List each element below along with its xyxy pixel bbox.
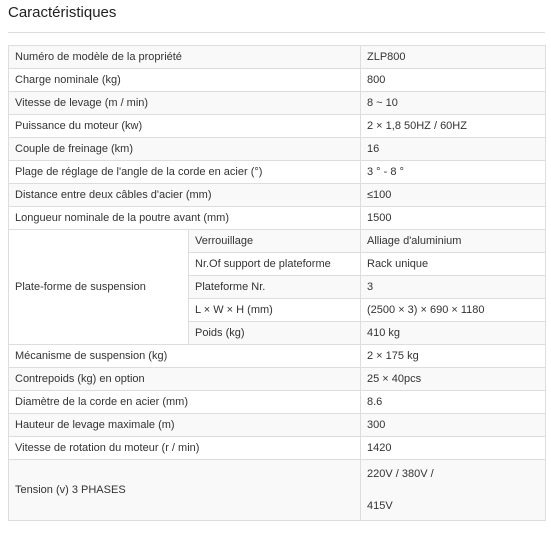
spec-label: Vitesse de levage (m / min) bbox=[9, 92, 361, 115]
table-row bbox=[9, 184, 546, 207]
spec-value-voltage bbox=[361, 460, 546, 521]
spec-value: ZLP800 bbox=[361, 46, 546, 69]
spec-value: 8 ~ 10 bbox=[361, 92, 546, 115]
spec-value: 410 kg bbox=[361, 322, 546, 345]
spec-sublabel: Poids (kg) bbox=[189, 322, 361, 345]
spec-label: Vitesse de rotation du moteur (r / min) bbox=[9, 437, 361, 460]
table-row bbox=[9, 230, 546, 253]
spec-label: Numéro de modèle de la propriété bbox=[9, 46, 361, 69]
spec-value: 2 × 1,8 50HZ / 60HZ bbox=[361, 115, 546, 138]
group-label-platform: Plate-forme de suspension bbox=[9, 230, 189, 345]
voltage-line-gap bbox=[367, 481, 539, 499]
table-row bbox=[9, 207, 546, 230]
spec-value: 3 bbox=[361, 276, 546, 299]
table-row bbox=[9, 115, 546, 138]
spec-label: Puissance du moteur (kw) bbox=[9, 115, 361, 138]
spec-value: 1420 bbox=[361, 437, 546, 460]
spec-sublabel: Plateforme Nr. bbox=[189, 276, 361, 299]
spec-label: Hauteur de levage maximale (m) bbox=[9, 414, 361, 437]
spec-sublabel: Verrouillage bbox=[189, 230, 361, 253]
table-row bbox=[9, 138, 546, 161]
table-row bbox=[9, 368, 546, 391]
table-row bbox=[9, 414, 546, 437]
spec-label: Plage de réglage de l'angle de la corde en acier (°) bbox=[9, 161, 361, 184]
spec-value: 25 × 40pcs bbox=[361, 368, 546, 391]
spec-label: Couple de freinage (km) bbox=[9, 138, 361, 161]
spec-value: 1500 bbox=[361, 207, 546, 230]
spec-label: Mécanisme de suspension (kg) bbox=[9, 345, 361, 368]
spec-value: 8.6 bbox=[361, 391, 546, 414]
spec-value: 3 ° - 8 ° bbox=[361, 161, 546, 184]
spec-value: Alliage d'aluminium bbox=[361, 230, 546, 253]
table-row bbox=[9, 69, 546, 92]
spec-label: Charge nominale (kg) bbox=[9, 69, 361, 92]
table-row bbox=[9, 345, 546, 368]
table-row bbox=[9, 161, 546, 184]
spec-label: Diamètre de la corde en acier (mm) bbox=[9, 391, 361, 414]
voltage-line-2: 415V bbox=[367, 500, 393, 512]
voltage-line-1: 220V / 380V / bbox=[367, 468, 434, 480]
spec-value: 800 bbox=[361, 69, 546, 92]
spec-label: Tension (v) 3 PHASES bbox=[9, 460, 361, 521]
spec-sublabel: L × W × H (mm) bbox=[189, 299, 361, 322]
table-row bbox=[9, 460, 546, 521]
specifications-table bbox=[8, 45, 546, 521]
spec-label: Longueur nominale de la poutre avant (mm) bbox=[9, 207, 361, 230]
table-row bbox=[9, 92, 546, 115]
spec-sublabel: Nr.Of support de plateforme bbox=[189, 253, 361, 276]
table-row bbox=[9, 46, 546, 69]
table-row bbox=[9, 391, 546, 414]
title-divider bbox=[8, 32, 545, 33]
spec-value: 2 × 175 kg bbox=[361, 345, 546, 368]
spec-value: 16 bbox=[361, 138, 546, 161]
spec-label: Distance entre deux câbles d'acier (mm) bbox=[9, 184, 361, 207]
table-row bbox=[9, 437, 546, 460]
spec-value: (2500 × 3) × 690 × 1180 bbox=[361, 299, 546, 322]
spec-value: Rack unique bbox=[361, 253, 546, 276]
spec-value: ≤100 bbox=[361, 184, 546, 207]
spec-label: Contrepoids (kg) en option bbox=[9, 368, 361, 391]
spec-value: 300 bbox=[361, 414, 546, 437]
section-title: Caractéristiques bbox=[8, 4, 117, 21]
